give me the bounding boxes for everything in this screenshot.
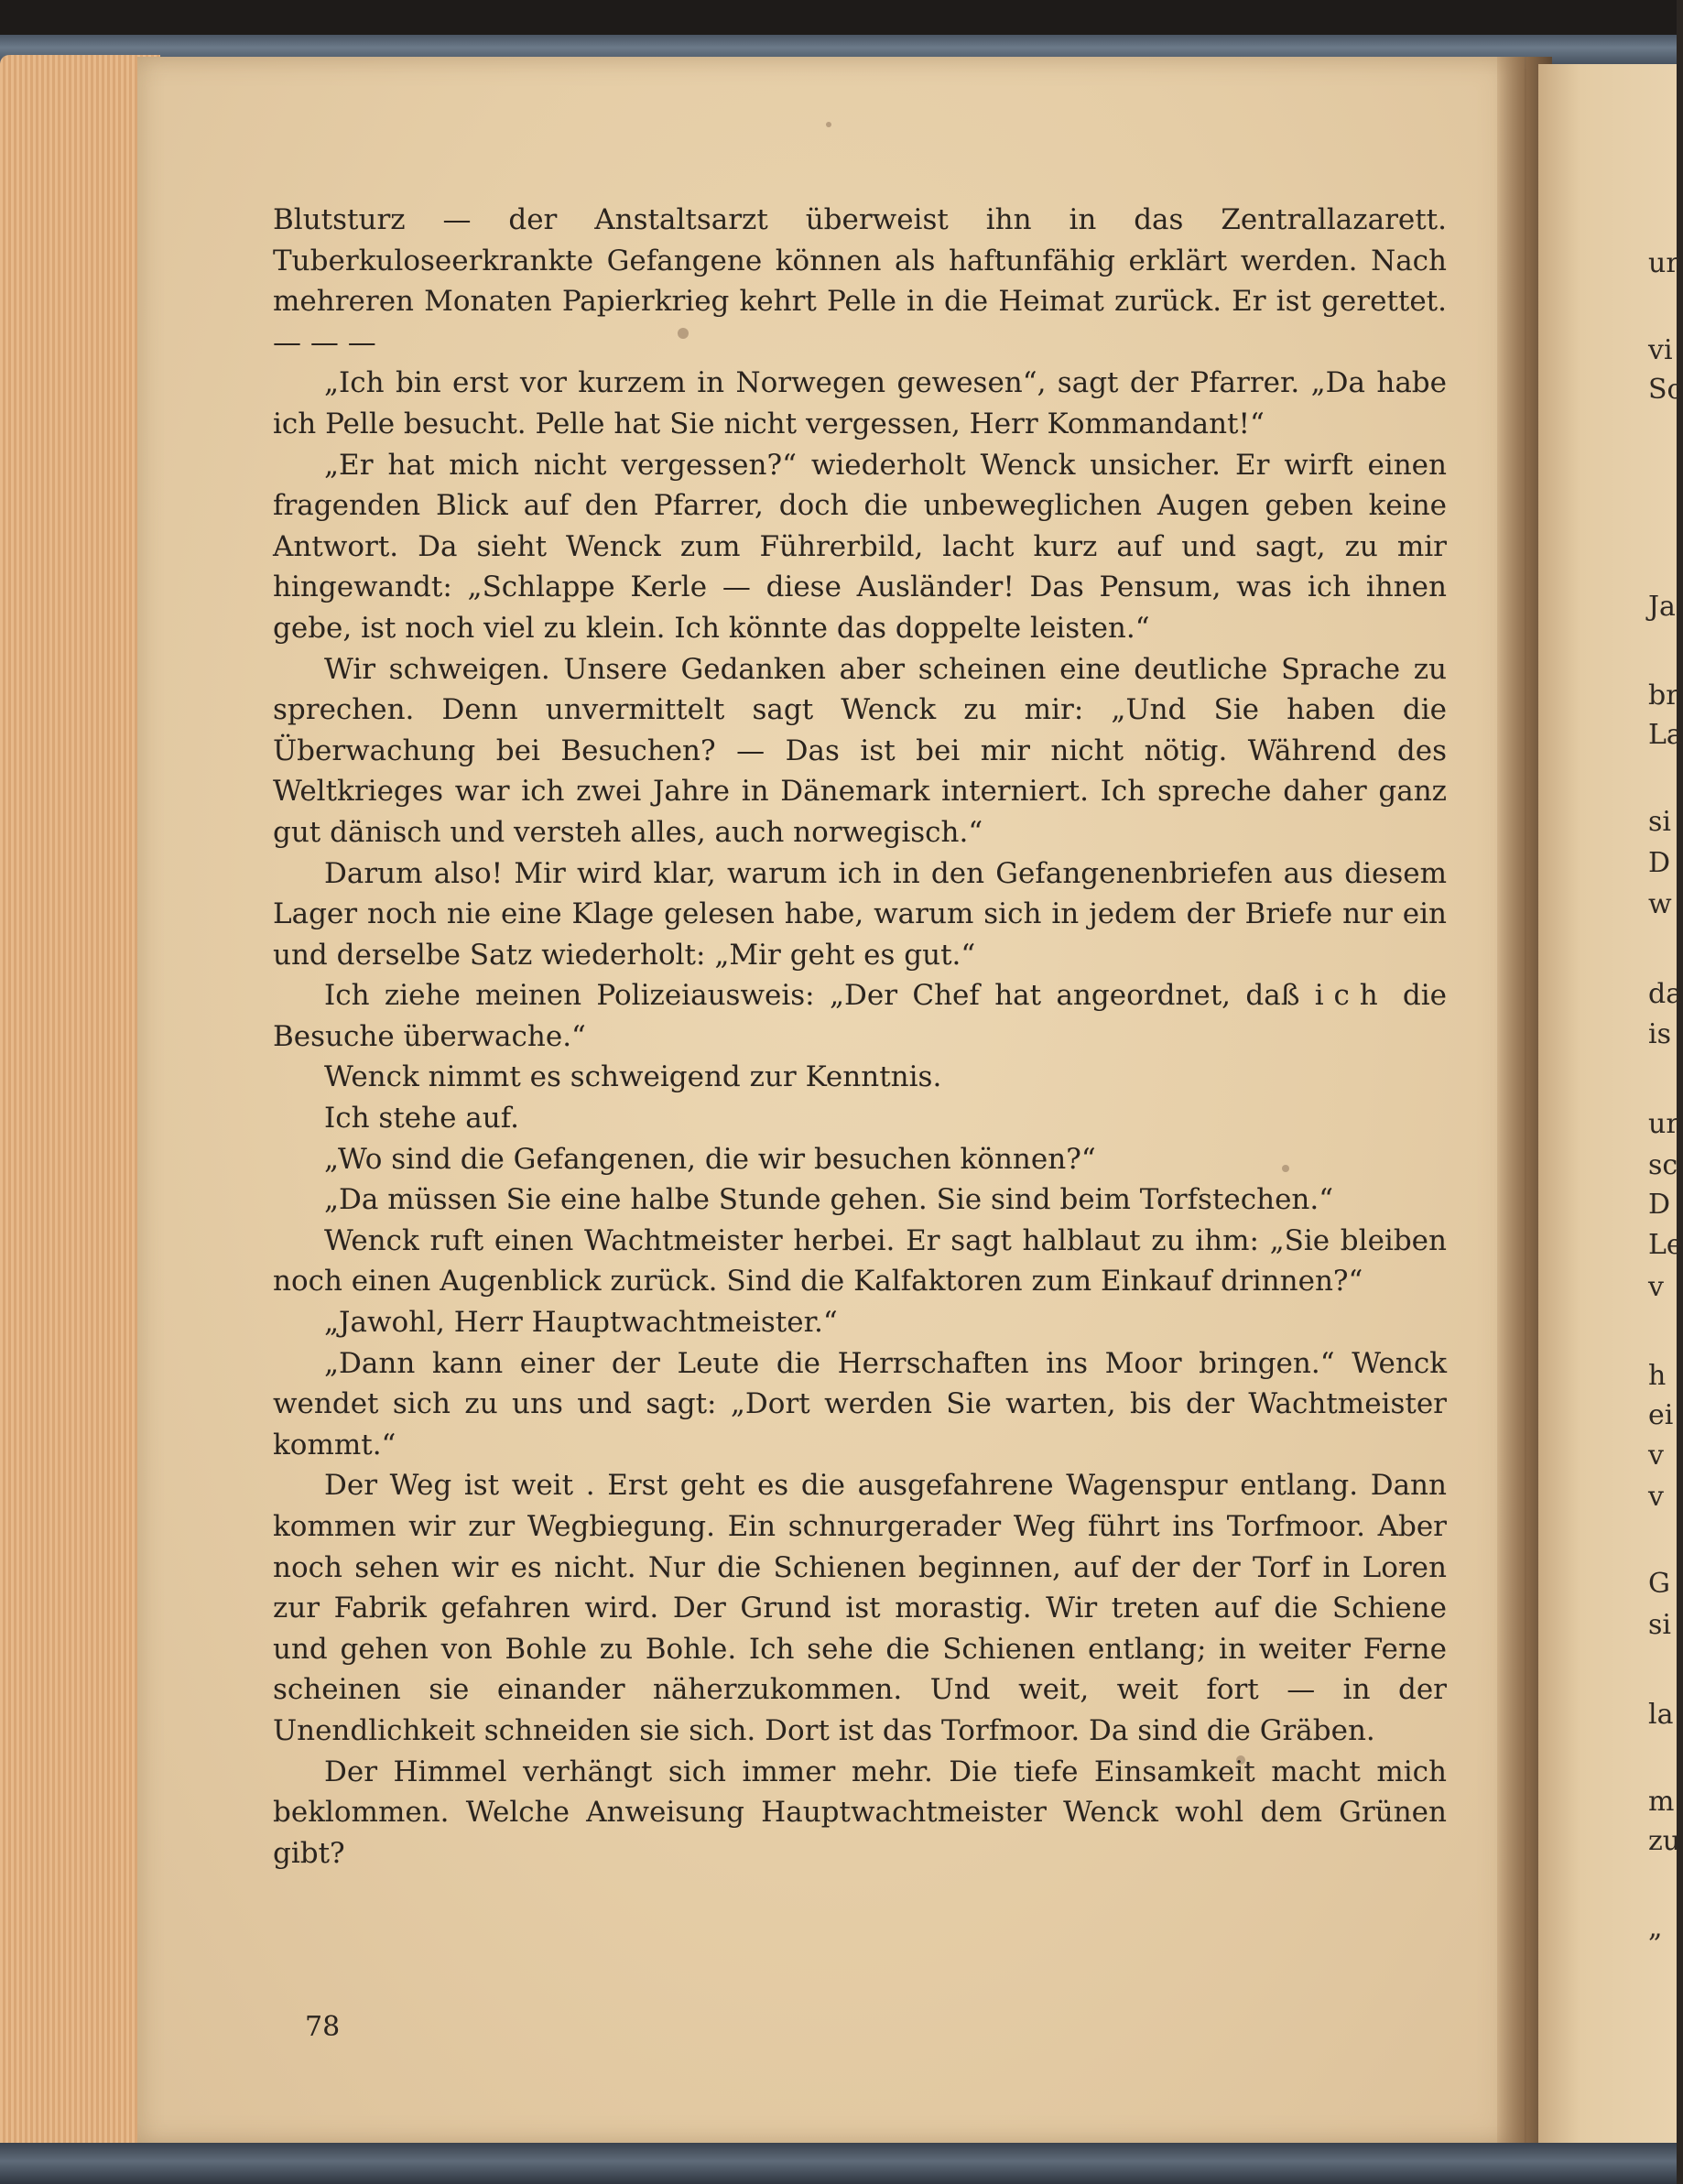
left-page-stack	[0, 55, 160, 2152]
paper-speck	[826, 122, 831, 127]
paragraph: „Jawohl, Herr Hauptwachtmeister.“	[324, 1306, 838, 1340]
facing-page-fragment: v	[1648, 1271, 1664, 1303]
facing-page-fragment: ei	[1648, 1399, 1674, 1431]
facing-page-fragment: m	[1648, 1786, 1675, 1818]
facing-page-fragment: is	[1648, 1018, 1671, 1050]
body-text	[273, 200, 1447, 1874]
facing-page-fragment: h	[1648, 1360, 1667, 1392]
paragraph: Blutsturz — der Anstaltsarzt überweist ihn in das Zentrallazarett. Tuberkuloseerkrankte Gefangene können als haftunfähig erklärt werden. Nach mehreren Monaten Papierkrieg kehrt Pelle in die Heimat zurück. Er ist gerettet. — — —	[273, 203, 1447, 359]
bottom-book-edge	[0, 2143, 1677, 2184]
facing-page-fragment: w	[1648, 888, 1672, 920]
facing-page-fragment: v	[1648, 1440, 1664, 1472]
paragraph: „Wo sind die Gefangenen, die wir besuchen können?“	[324, 1142, 1096, 1176]
paragraph: „Ich bin erst vor kurzem in Norwegen gewesen“, sagt der Pfarrer. „Da habe ich Pelle besucht. Pelle hat Sie nicht vergessen, Herr Kommandant!“	[273, 366, 1447, 440]
paragraph: Wenck ruft einen Wachtmeister herbei. Er sagt halblaut zu ihm: „Sie bleiben noch einen Augenblick zurück. Sind die Kalfaktoren zum Einkauf drinnen?“	[273, 1223, 1447, 1298]
facing-page-fragment: D	[1648, 847, 1671, 879]
facing-page-fragment: si	[1648, 1609, 1671, 1641]
facing-page-fragment: da	[1648, 978, 1683, 1010]
paragraph-text: die Besuche überwache.“	[273, 979, 1447, 1053]
facing-page-fragment: br	[1648, 679, 1679, 712]
facing-page-fragment: zu	[1648, 1825, 1681, 1857]
facing-page-fragment: la	[1648, 1699, 1674, 1731]
facing-page-fragment: Sc	[1648, 374, 1683, 406]
paragraph: Ich stehe auf.	[324, 1102, 519, 1135]
facing-page-fragment: ur	[1648, 1108, 1679, 1140]
facing-page-fragment: ur	[1648, 247, 1679, 279]
facing-page-fragment: vi	[1648, 334, 1673, 366]
paragraph: Wenck nimmt es schweigend zur Kenntnis.	[324, 1060, 942, 1094]
paragraph: Darum also! Mir wird klar, warum ich in den Gefangenenbriefen aus diesem Lager noch nie eine Klage gelesen habe, warum sich in jedem der Briefe nur ein und derselbe Satz wiederholt: „Mir geht es gut.“	[273, 856, 1447, 972]
facing-page-fragment: Ja	[1648, 591, 1676, 623]
paragraph	[273, 975, 1447, 1057]
paragraph: Wir schweigen. Unsere Gedanken aber scheinen eine deutliche Sprache zu sprechen. Denn unvermittelt sagt Wenck zu mir: „Und Sie haben die Überwachung bei Besuchen? — Das ist bei mir nicht nötig. Während des Weltkrieges war ich zwei Jahre in Dänemark interniert. Ich spreche daher ganz gut dänisch und versteh alles, auch norwegisch.“	[273, 652, 1447, 849]
facing-page-fragment: v	[1648, 1481, 1664, 1513]
facing-page-fragment: si	[1648, 806, 1671, 838]
facing-page-fragment: La	[1648, 719, 1683, 751]
facing-page-fragment: D	[1648, 1189, 1671, 1221]
facing-page-fragment: Le	[1648, 1229, 1683, 1261]
paragraph: „Da müssen Sie eine halbe Stunde gehen. Sie sind beim Torfstechen.“	[324, 1183, 1334, 1217]
paragraph: Der Weg ist weit . Erst geht es die ausgefahrene Wagenspur entlang. Dann kommen wir zur Wegbiegung. Ein schnurgerader Weg führt ins Torfmoor. Aber noch sehen wir es nicht. Nur die Schienen beginnen, auf der der Torf in Loren zur Fabrik gefahren wird. Der Grund ist morastig. Wir treten auf die Schiene und gehen von Bohle zu Bohle. Ich sehe die Schienen entlang; in weiter Ferne scheinen sie einander näherzukommen. Und weit, weit fort — in der Unendlichkeit schneiden sie sich. Dort ist das Torfmoor. Da sind die Gräben.	[273, 1469, 1447, 1747]
paragraph: „Er hat mich nicht vergessen?“ wiederholt Wenck unsicher. Er wirft einen fragenden Blick auf den Pfarrer, doch die unbeweglichen Augen geben keine Antwort. Da sieht Wenck zum Führerbild, lacht kurz auf und sagt, zu mir hingewandt: „Schlappe Kerle — diese Ausländer! Das Pensum, was ich ihnen gebe, ist noch viel zu klein. Ich könnte das doppelte leisten.“	[273, 448, 1447, 645]
facing-page-fragment: sc	[1648, 1149, 1678, 1181]
paragraph: Der Himmel verhängt sich immer mehr. Die tiefe Einsamkeit macht mich beklommen. Welche Anweisung Hauptwachtmeister Wenck wohl dem Grünen gibt?	[273, 1755, 1447, 1870]
paragraph-text: Ich ziehe meinen Polizeiausweis: „Der Chef hat angeordnet, daß	[324, 979, 1315, 1013]
page-number: 78	[305, 2011, 341, 2043]
emphasized-word: ich	[1314, 979, 1388, 1013]
paragraph: „Dann kann einer der Leute die Herrschaften ins Moor bringen.“ Wenck wendet sich zu uns und sagt: „Dort werden Sie warten, bis der Wachtmeister kommt.“	[273, 1346, 1447, 1461]
facing-page-fragment: „	[1648, 1912, 1663, 1944]
facing-page-fragment: G	[1648, 1568, 1670, 1600]
